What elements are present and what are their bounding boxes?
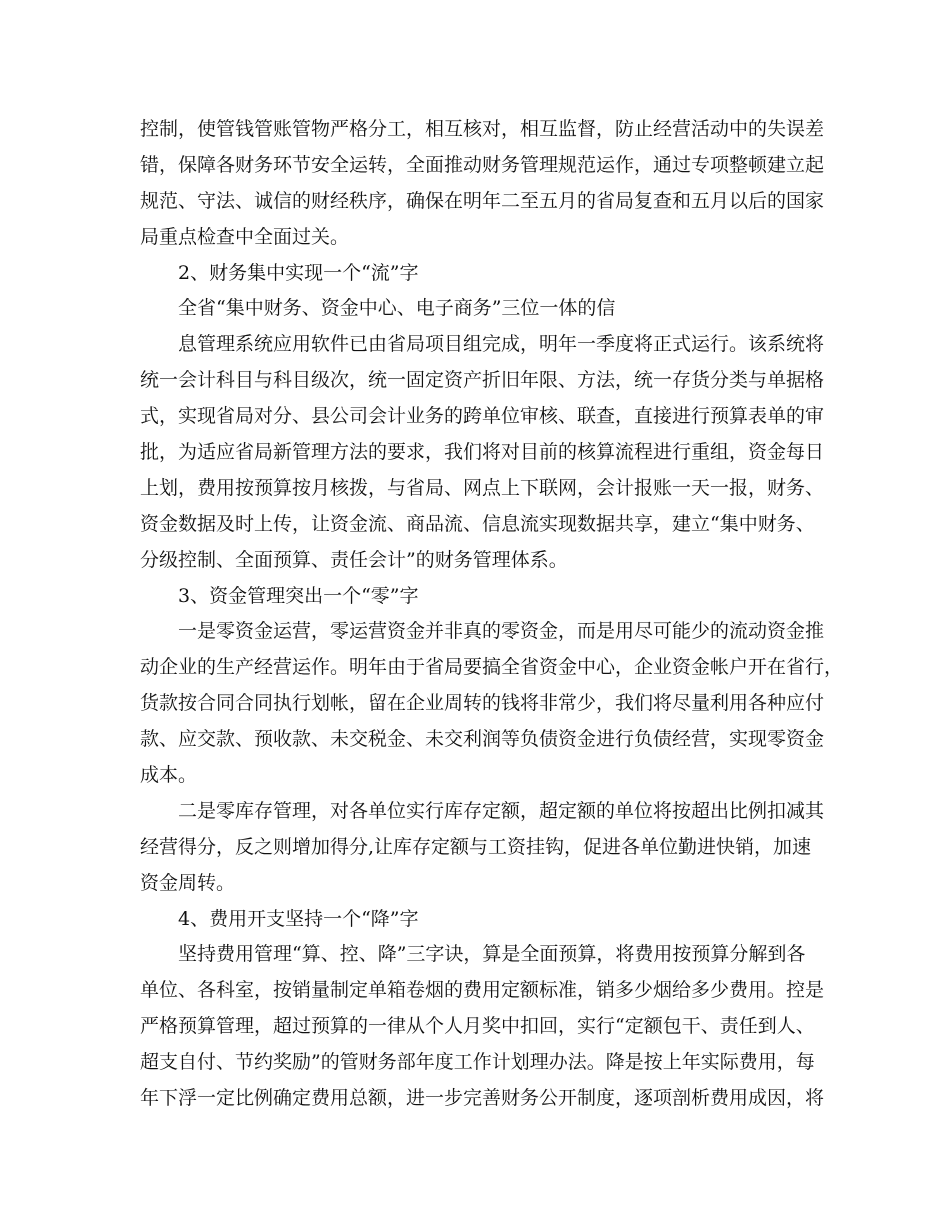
text-line: 一是零资金运营，零运营资金并非真的零资金，而是用尽可能少的流动资金推 — [178, 620, 825, 643]
text-line: 局重点检查中全面过关。 — [140, 225, 350, 248]
text-line: 坚持费用管理“算、控、降”三字诀，算是全面预算，将费用按预算分解到各 — [178, 943, 806, 966]
text-line: 式，实现省局对分、县公司会计业务的跨单位审核、联查，直接进行预算表单的审 — [140, 405, 825, 428]
text-line: 资金数据及时上传，让资金流、商品流、信息流实现数据共享，建立“集中财务、 — [140, 512, 815, 535]
text-line: 二是零库存管理，对各单位实行库存定额，超定额的单位将按超出比例扣减其 — [178, 799, 825, 822]
text-line: 单位、各科室，按销量制定单箱卷烟的费用定额标准，销多少烟给多少费用。控是 — [140, 979, 825, 1002]
text-line: 超支自付、节约奖励”的管财务部年度工作计划理办法。降是按上年实际费用，每 — [140, 1051, 815, 1074]
text-line: 控制，使管钱管账管物严格分工，相互核对，相互监督，防止经营活动中的失误差 — [140, 118, 825, 140]
text-line: 全省“集中财务、资金中心、电子商务”三位一体的信 — [178, 297, 616, 320]
document-body — [140, 112, 844, 1117]
text-line: 规范、守法、诚信的财经秩序，确保在明年二至五月的省局复查和五月以后的国家 — [140, 189, 825, 212]
text-line: 批，为适应省局新管理方法的要求，我们将对目前的核算流程进行重组，资金每日 — [140, 441, 825, 464]
text-line: 分级控制、全面预算、责任会计”的财务管理体系。 — [140, 548, 568, 571]
text-line: 动企业的生产经营运作。明年由于省局要搞全省资金中心，企业资金帐户开在省行， — [140, 656, 844, 679]
text-line: 货款按合同合同执行划帐，留在企业周转的钱将非常少，我们将尽量利用各种应付 — [140, 692, 825, 715]
section-heading: 4、费用开支坚持一个“降”字 — [178, 907, 419, 930]
text-line: 上划，费用按预算按月核拨，与省局、网点上下联网，会计报账一天一报，财务、 — [140, 476, 825, 499]
text-line: 年下浮一定比例确定费用总额，进一步完善财务公开制度，逐项剖析费用成因，将 — [140, 1087, 825, 1110]
section-heading: 3、资金管理突出一个“零”字 — [178, 584, 419, 607]
text-line: 资金周转。 — [140, 871, 236, 894]
text-line: 错，保障各财务环节安全运转，全面推动财务管理规范运作，通过专项整顿建立起 — [140, 153, 825, 176]
text-line: 统一会计科目与科目级次，统一固定资产折旧年限、方法，统一存货分类与单据格 — [140, 369, 825, 392]
text-line: 经营得分，反之则增加得分,让库存定额与工资挂钩，促进各单位勤进快销，加速 — [140, 835, 812, 858]
section-heading: 2、财务集中实现一个“流”字 — [178, 261, 419, 284]
text-line: 严格预算管理，超过预算的一律从个人月奖中扣回，实行“定额包干、责任到人、 — [140, 1015, 815, 1038]
text-line: 成本。 — [140, 764, 198, 787]
text-line: 息管理系统应用软件已由省局项目组完成，明年一季度将正式运行。该系统将 — [178, 333, 825, 356]
text-line: 款、应交款、预收款、未交税金、未交利润等负债资金进行负债经营，实现零资金 — [140, 728, 825, 751]
